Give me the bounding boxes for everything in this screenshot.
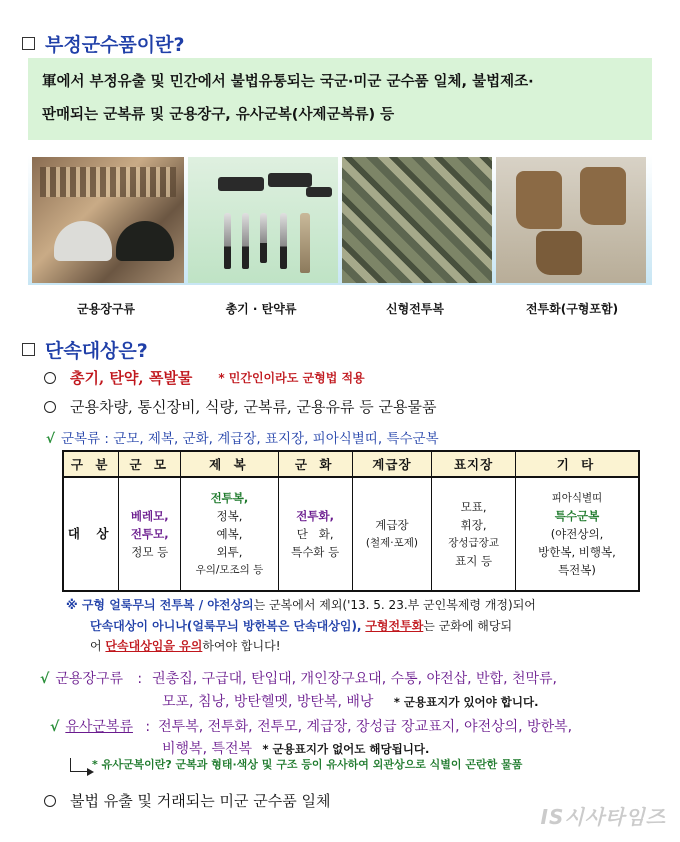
military-clothing-text: 군복류 : 군모, 제복, 군화, 계급장, 표지장, 피아식별띠, 특수군복 xyxy=(61,431,439,447)
knife-icon xyxy=(300,213,310,273)
photo-new-combat-uniform xyxy=(342,157,492,283)
cell-line: 정복, xyxy=(216,509,243,523)
bullet-weapons-note: * 민간인이라도 군형법 적용 xyxy=(218,371,365,385)
knife-icon xyxy=(242,213,249,269)
table-header: 구 분 xyxy=(63,451,119,477)
caption: 총기 · 탄약류 xyxy=(225,302,297,316)
bullet-military-goods-text: 군용차량, 통신장비, 식량, 군복류, 군용유류 등 군용물품 xyxy=(70,398,437,416)
checkbox-square-icon xyxy=(22,343,35,356)
section-title-text: 단속대상은? xyxy=(45,340,148,362)
table-header: 계급장 xyxy=(352,451,432,477)
cell-line: (야전상의, xyxy=(550,527,604,541)
caption: 신형전투복 xyxy=(386,302,444,316)
circle-bullet-icon xyxy=(44,372,56,384)
note-text: 하여야 합니다! xyxy=(202,639,281,653)
photo-captions xyxy=(28,300,652,317)
bullet-us-goods xyxy=(44,790,330,811)
equipment-items: 모포, 침낭, 방탄헬멧, 방탄복, 배낭 xyxy=(162,694,374,710)
photo-strip xyxy=(28,155,652,285)
knife-icon xyxy=(260,213,267,263)
photo-combat-boots xyxy=(496,157,646,283)
revolver-icon xyxy=(306,187,332,197)
watermark: IS시사타임즈 xyxy=(540,805,666,829)
cell-line: 전투모, xyxy=(130,527,169,541)
equipment-note: * 군용표지가 있어야 합니다. xyxy=(393,695,539,709)
similar-line-1: √ 유사군복류 : 전투복, 전투화, 전투모, 계급장, 장성급 장교표지, 야전상의, 방한복, xyxy=(50,719,573,735)
note-line-1 xyxy=(66,596,536,613)
definition-box xyxy=(28,58,652,140)
table-header: 기 타 xyxy=(515,451,639,477)
similar-items: 전투복, 전투화, 전투모, 계급장, 장성급 장교표지, 야전상의, 방한복, xyxy=(158,719,573,735)
table-header: 제 복 xyxy=(181,451,279,477)
note-line-3 xyxy=(90,637,281,654)
table-row-label: 대 상 xyxy=(63,477,119,591)
knife-icon xyxy=(224,213,231,269)
table-row xyxy=(63,477,639,591)
note-emphasis: ※ 구형 얼룩무늬 전투복 / 야전상의 xyxy=(66,598,254,612)
table-cell-rank xyxy=(352,477,432,591)
clothing-table xyxy=(62,450,640,592)
pistol-icon xyxy=(218,177,264,191)
checkmark-icon: √ xyxy=(50,719,60,735)
boot-icon xyxy=(516,171,562,229)
cell-line: 정모 등 xyxy=(131,545,169,559)
definition-line-1: 軍에서 부정유출 및 민간에서 불법유통되는 국군·미군 군수품 일체, 불법제조· xyxy=(42,74,534,90)
note-emphasis: 단속대상이 아니나(얼룩무늬 방한복은 단속대상임), xyxy=(90,619,362,633)
table-cell-insignia xyxy=(432,477,516,591)
similar-label: 유사군복류 xyxy=(65,719,133,735)
table-cell-etc xyxy=(515,477,639,591)
photo-firearms-ammo xyxy=(188,157,338,283)
cell-line: 특전복) xyxy=(558,563,596,577)
boot-icon xyxy=(580,167,626,225)
similar-note: * 군용표지가 없어도 해당됩니다. xyxy=(262,742,430,756)
caption: 군용장구류 xyxy=(77,302,135,316)
definition-line-2: 판매되는 군복류 및 군용장구, 유사군복(사제군복류) 등 xyxy=(42,107,395,123)
checkbox-square-icon xyxy=(22,37,35,50)
cell-line: 표지 등 xyxy=(455,554,493,568)
cell-line: 피아식별띠 xyxy=(551,492,603,504)
helmet-icon xyxy=(116,221,174,261)
military-clothing-line xyxy=(46,427,439,447)
checkmark-icon: √ xyxy=(40,671,50,687)
table-cell-uniform xyxy=(181,477,279,591)
note-emphasis: 구형전투화 xyxy=(365,619,424,633)
note-text: 는 군복에서 제외('13. 5. 23.부 군인복제령 개정)되어 xyxy=(253,598,536,612)
cell-line: 전투화, xyxy=(296,509,334,523)
cell-line: 특수군복 xyxy=(554,509,600,523)
table-header: 군 화 xyxy=(278,451,352,477)
cell-line: 전투복, xyxy=(210,491,249,505)
cell-line: 베레모, xyxy=(130,509,169,523)
note-text: 는 군화에 해당되 xyxy=(423,619,513,633)
note-emphasis: 단속대상임을 유의 xyxy=(105,639,203,653)
cell-line: 모표, xyxy=(460,500,487,514)
checkmark-icon: √ xyxy=(46,431,56,447)
table-cell-cap xyxy=(119,477,181,591)
section-title-targets xyxy=(22,336,148,363)
circle-bullet-icon xyxy=(44,795,56,807)
table-header: 군 모 xyxy=(119,451,181,477)
cell-line: 외투, xyxy=(216,545,243,559)
cell-line: 휘장, xyxy=(460,518,487,532)
equipment-label: 군용장구류 xyxy=(55,671,123,687)
bullet-weapons xyxy=(44,367,365,388)
note-text: 어 xyxy=(90,639,102,653)
cell-line: 계급장 xyxy=(375,518,409,532)
cell-line: 단 화, xyxy=(296,527,334,541)
section-title-definition xyxy=(22,30,185,57)
helmet-icon xyxy=(54,221,112,261)
cell-line: (철제·포제) xyxy=(365,537,418,549)
footnote-text: * 유사군복이란? 군복과 형태·색상 및 구조 등이 유사하여 외관상으로 식별이 곤란한 물품 xyxy=(92,758,523,771)
cell-line: 예복, xyxy=(216,527,243,541)
cell-line: 특수화 등 xyxy=(291,545,340,559)
cell-line: 방한복, 비행복, xyxy=(538,545,616,559)
section-title-text: 부정군수품이란? xyxy=(45,34,185,56)
bullet-weapons-text: 총기, 탄약, 폭발물 xyxy=(70,369,193,387)
table-header: 표지장 xyxy=(432,451,516,477)
pistol-icon xyxy=(268,173,312,187)
similar-footnote xyxy=(70,756,522,772)
arrow-right-icon xyxy=(70,758,88,772)
similar-items: 비행복, 특전복 xyxy=(162,741,253,757)
circle-bullet-icon xyxy=(44,401,56,413)
table-cell-shoes xyxy=(278,477,352,591)
photo-military-equipment xyxy=(32,157,184,283)
bullet-military-goods xyxy=(44,396,436,417)
boot-icon xyxy=(536,231,582,275)
table-header-row xyxy=(63,451,639,477)
bullet-us-goods-text: 불법 유출 및 거래되는 미군 군수품 일체 xyxy=(70,792,331,810)
equipment-line-2 xyxy=(162,691,538,711)
cell-line: 우의/모조의 등 xyxy=(195,564,264,576)
cell-line: 장성급장교 xyxy=(448,537,499,549)
equipment-items: 권총집, 구급대, 탄입대, 개인장구요대, 수통, 야전삽, 반합, 천막류, xyxy=(152,671,557,687)
note-line-2 xyxy=(90,617,512,634)
caption: 전투화(구형포함) xyxy=(525,302,619,316)
similar-line-2 xyxy=(162,738,429,758)
knife-icon xyxy=(280,213,287,269)
equipment-line-1: √ 군용장구류 : 권총집, 구급대, 탄입대, 개인장구요대, 수통, 야전삽, 반합, 천막류, xyxy=(40,671,557,687)
